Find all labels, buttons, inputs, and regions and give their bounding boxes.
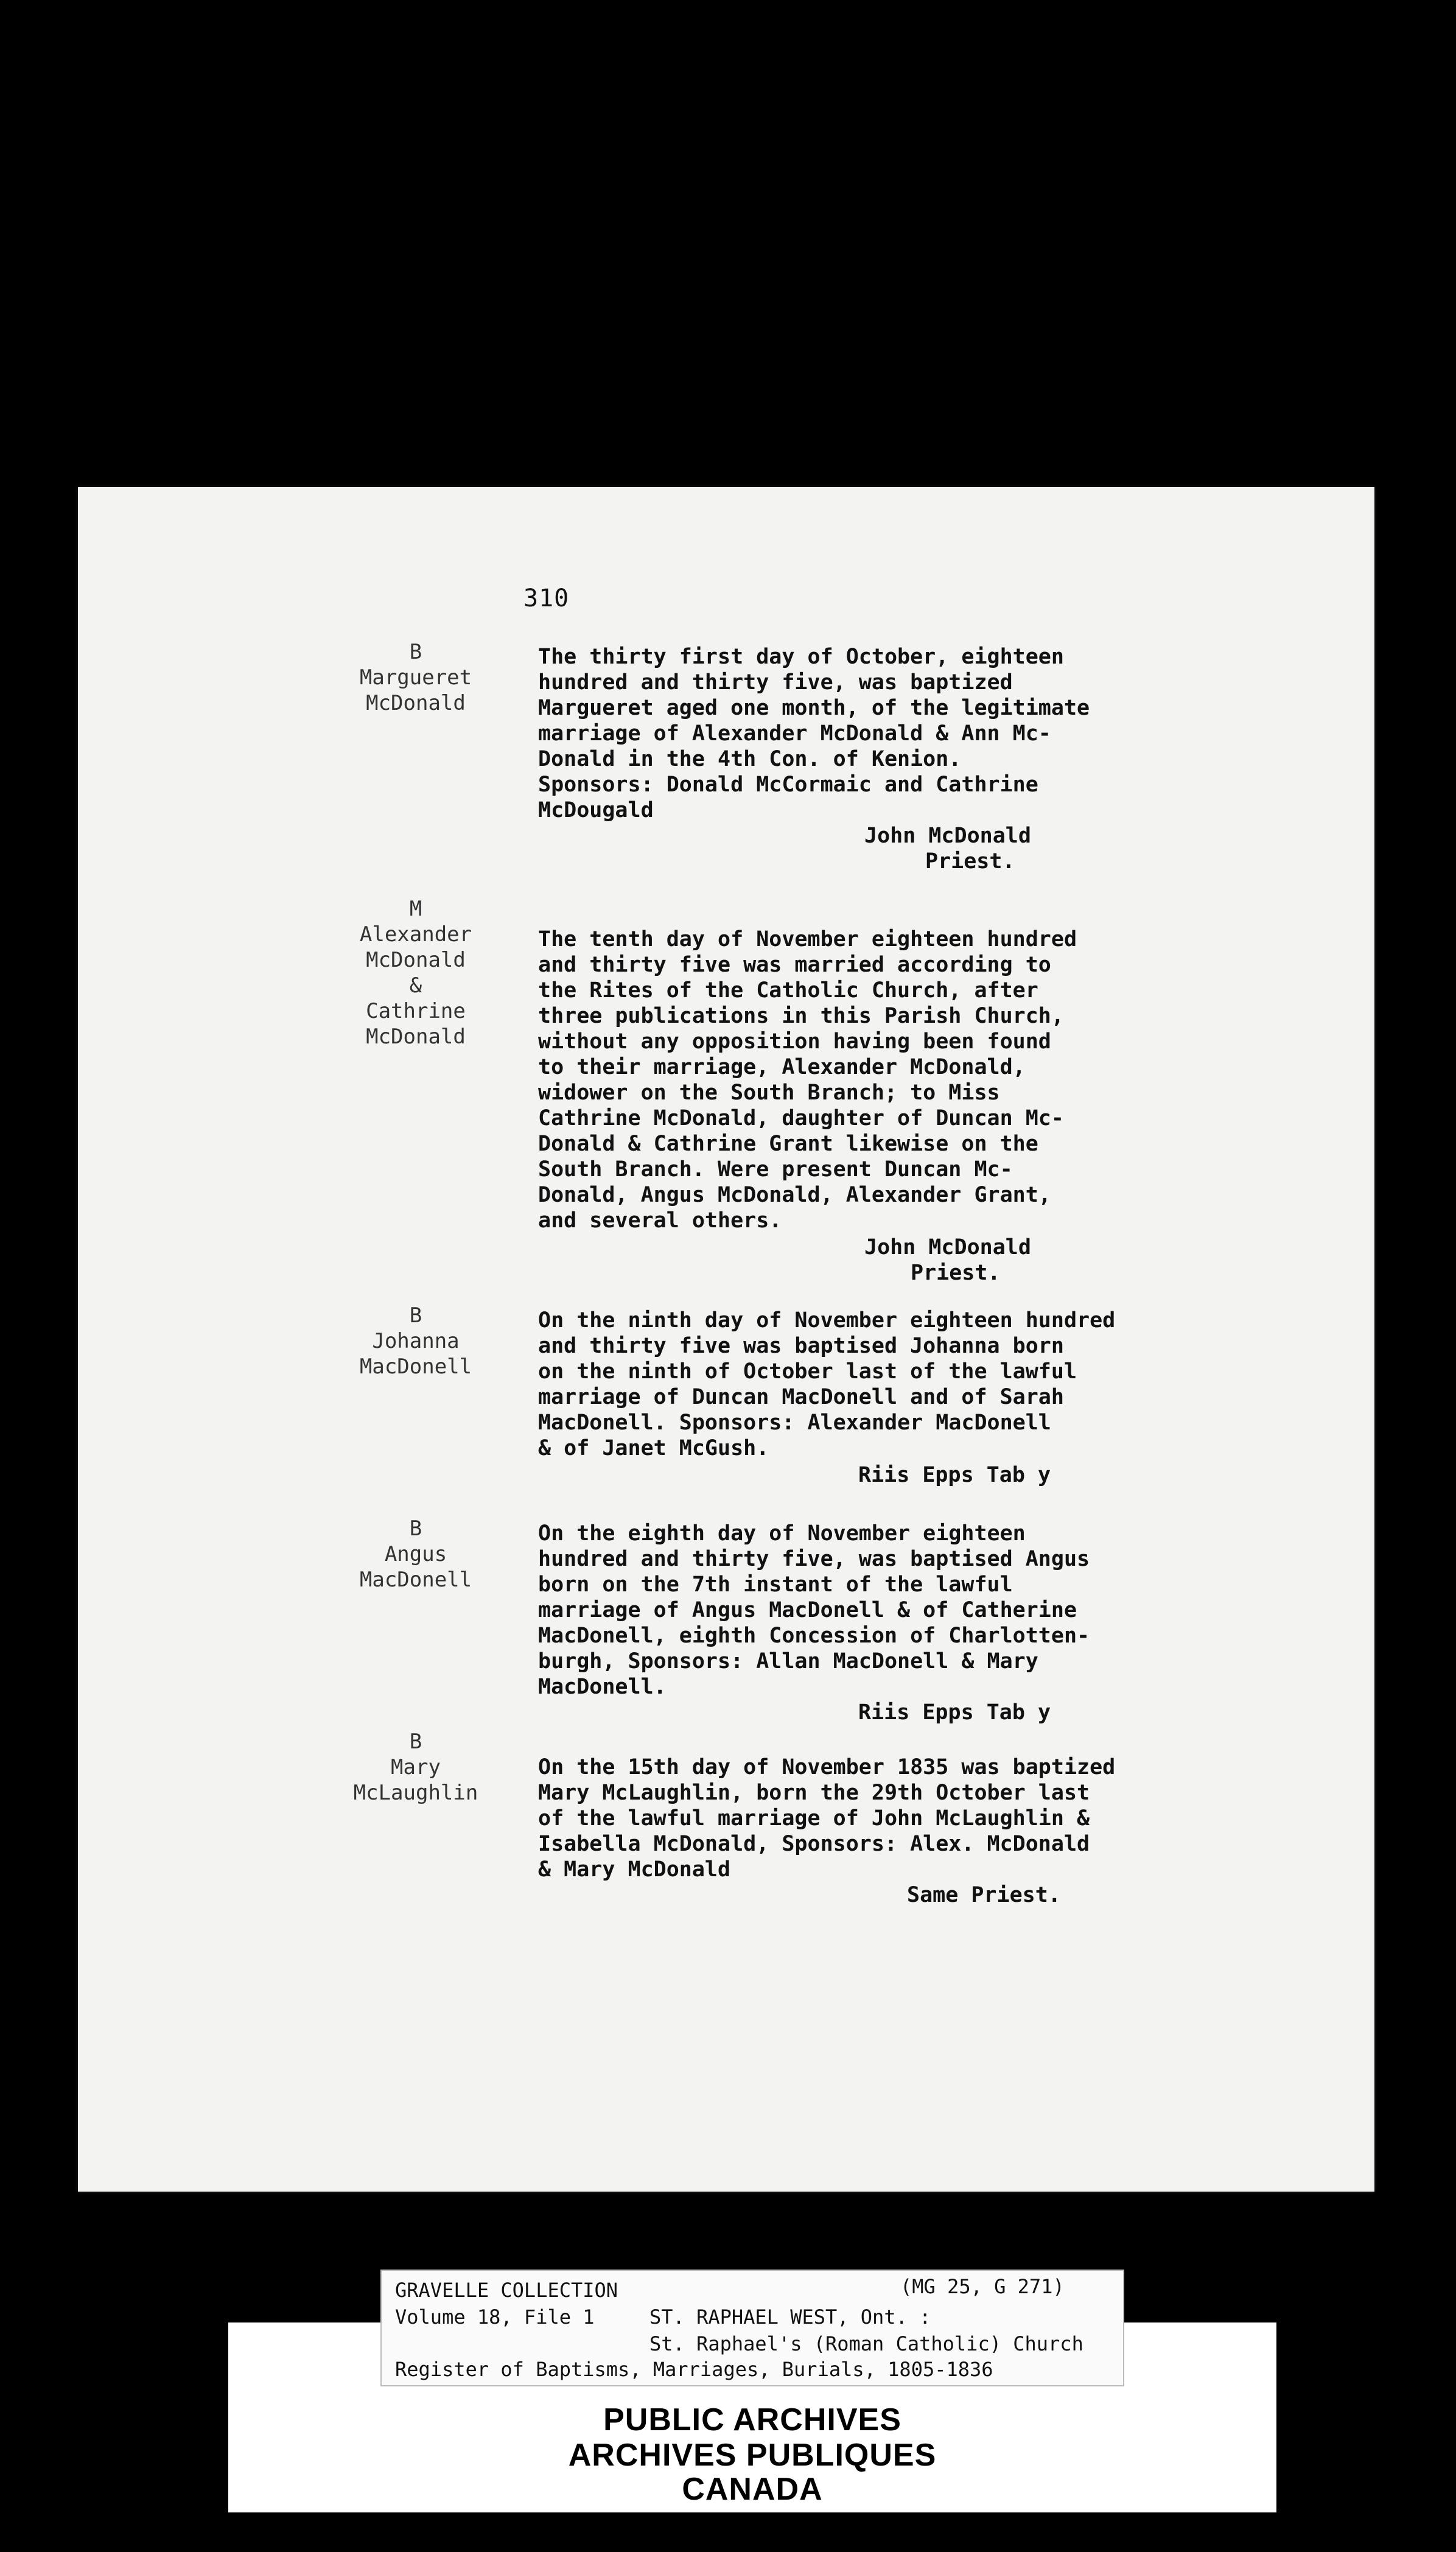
stamp-line-archives-publiques: ARCHIVES PUBLIQUES bbox=[568, 2438, 937, 2473]
entry-margin-label: B Johanna MacDonell bbox=[359, 1303, 472, 1379]
entry-margin-label: B Mary McLaughlin bbox=[353, 1730, 478, 1805]
label-reference: (MG 25, G 271) bbox=[900, 2275, 1065, 2298]
entry-text: On the eighth day of November eighteen hundred and thirty five, was baptised Angus born on the 7th instant of the lawful marriage of Angus MacDonell & of Catherine MacDonell, eighth Concession of Charlotten- burgh, Sponsors: Allan MacDonell & Mary MacDonell. bbox=[538, 1521, 1090, 1699]
entry-margin-label: B Margueret McDonald bbox=[359, 640, 472, 715]
entry-signature: Same Priest. bbox=[907, 1883, 1061, 1907]
stamp-line-canada: CANADA bbox=[682, 2472, 823, 2507]
archive-label-card bbox=[380, 2270, 1124, 2386]
entry-text: On the ninth day of November eighteen hundred and thirty five was baptised Johanna born on the ninth of October last of the lawful marriage of Duncan MacDonell and of Sarah MacDonell. Sponsors: Alexander MacDonell & of Janet McGush. bbox=[538, 1308, 1116, 1460]
label-register: Register of Baptisms, Marriages, Burials, 1805-1836 bbox=[395, 2358, 993, 2381]
entry-signature: John McDonald bbox=[864, 1235, 1031, 1260]
entry-text: The thirty first day of October, eighteen hundred and thirty five, was baptized Margueret aged one month, of the legitimate marriage of Alexander McDonald & Ann Mc- Donald in the 4th Con. of Kenion. Sponsors: Donald McCormaic and Cathrine McDougald bbox=[538, 645, 1090, 822]
entry-signature: John McDonald bbox=[864, 824, 1031, 848]
label-place: ST. RAPHAEL WEST, Ont. : bbox=[649, 2305, 931, 2329]
page-number: 310 bbox=[523, 584, 570, 612]
entry-margin-label: M Alexander McDonald & Cathrine McDonald bbox=[359, 897, 472, 1049]
entry-signature-title: Priest. bbox=[925, 849, 1015, 874]
label-church: St. Raphael's (Roman Catholic) Church bbox=[649, 2332, 1083, 2355]
label-collection: GRAVELLE COLLECTION bbox=[395, 2279, 618, 2302]
entry-text: The tenth day of November eighteen hundred and thirty five was married according to the Rites of the Catholic Church, after three publications in this Parish Church, without any opposition having been found to their marriage, Alexander McDonald, widower on the South Branch; to Miss Cathrine McDonald, daughter of Duncan Mc- Donald & Cathrine Grant likewise on the South Branch. Were present Duncan Mc- Donald, Angus McDonald, Alexander Grant, and several others. bbox=[538, 927, 1077, 1233]
entry-margin-label: B Angus MacDonell bbox=[359, 1516, 472, 1592]
stamp-line-public-archives: PUBLIC ARCHIVES bbox=[603, 2402, 901, 2438]
entry-text: On the 15th day of November 1835 was baptized Mary McLaughlin, born the 29th October last of the lawful marriage of John McLaughlin & Isabella McDonald, Sponsors: Alex. McDonald & Mary McDonald bbox=[538, 1755, 1116, 1882]
label-volume: Volume 18, File 1 bbox=[395, 2305, 595, 2329]
entry-signature-title: Priest. bbox=[911, 1261, 1001, 1285]
entry-signature: Riis Epps Tab y bbox=[858, 1463, 1051, 1487]
entry-signature: Riis Epps Tab y bbox=[858, 1700, 1051, 1725]
